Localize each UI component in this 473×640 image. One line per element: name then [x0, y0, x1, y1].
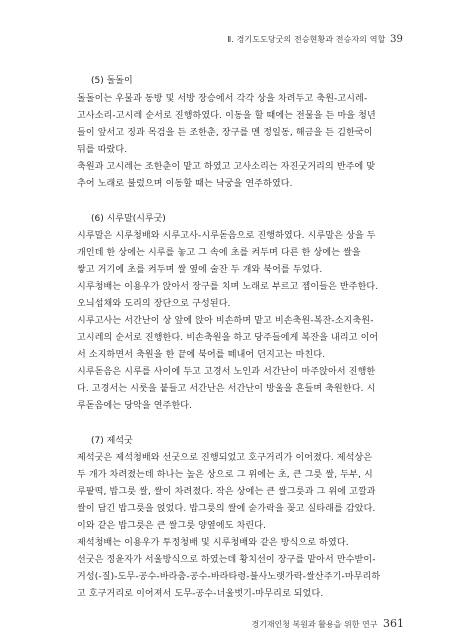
text-line: 고사소리-고시레 순서로 진행하였다. 이동을 할 때에는 전물을 든 마을 청년: [77, 111, 376, 121]
text-line: 쌀이 담긴 밥그릇을 얹었다. 밥그릇의 쌀에 숟가락을 꽂고 실타래를 감았다.: [77, 504, 376, 514]
section-heading: (5) 돌돌이: [91, 76, 133, 86]
paragraph: [77, 279, 397, 313]
text-line: 제석굿은 제석청배와 선굿으로 진행되었고 호구거리가 이어졌다. 제석상은: [77, 453, 373, 463]
text-line: 서 소지하면서 축원을 한 끝에 북어를 떼내어 던지고는 마친다.: [77, 350, 326, 360]
text-line: 시루청배는 이용우가 앉아서 장구를 치며 노래로 부르고 젭이들은 반주한다.: [77, 282, 379, 292]
running-header: [227, 34, 403, 45]
header-title: Ⅱ. 경기도도당굿의 전승현황과 전승자의 역할: [227, 35, 386, 44]
paragraph: [77, 450, 397, 535]
paragraph: [77, 552, 397, 603]
text-line: 거성(-질)-도무-공수-바라춤-공수-바라타령-불사노랫가락-쌀산주기-마무리하: [77, 572, 381, 582]
text-line: 루팥떡, 밥그릇 쌀, 쌀이 차려졌다. 작은 상에는 큰 쌀그릇과 그 위에 고깔과: [77, 487, 376, 497]
text-line: 시루말은 시루청배와 시루고사-시루돋음으로 진행하였다. 시루말은 상을 두: [77, 231, 376, 241]
footer-page-number: 361: [383, 617, 404, 630]
text-line: 고시레의 순서로 진행한다. 비손축원을 하고 당주들에게 복잔을 내리고 이어: [77, 333, 379, 343]
text-line: 추어 노래로 불렀으며 이동할 때는 낙궁을 연주하였다.: [77, 179, 293, 189]
text-line: 고 호구거리로 이어져서 도무-공수-너울벗기-마무리로 되었다.: [77, 589, 324, 599]
paragraph: [77, 364, 397, 415]
text-line: 오늬섭채와 도리의 장단으로 구성된다.: [77, 299, 231, 309]
running-footer: [251, 617, 404, 630]
footer-title: 경기재인청 복원과 활용을 위한 연구: [251, 620, 378, 629]
text-line: 두 개가 차려졌는데 하나는 높은 상으로 그 위에는 초, 큰 그릇 쌀, 두부, 시: [77, 470, 373, 480]
section-heading: (6) 시루말(시루굿): [91, 214, 166, 224]
paragraph: [77, 228, 397, 279]
text-line: 이와 같은 밥그릇은 큰 쌀그릇 양옆에도 차린다.: [77, 521, 267, 531]
text-line: 쌓고 거기에 초를 켜두며 쌀 옆에 술잔 두 개와 북어를 두었다.: [77, 265, 323, 275]
text-line: 들이 앞서고 징과 목검을 든 조한춘, 장구를 멘 정일동, 해금을 든 김한국이: [77, 128, 373, 138]
text-line: 뒤를 따랐다.: [77, 145, 128, 155]
paragraph: [77, 313, 397, 364]
paragraph: [77, 91, 397, 159]
paragraph: [77, 159, 397, 193]
text-line: 시루돋음은 시루를 사이에 두고 고경서 노인과 서간난이 마주앉아서 진행한: [77, 367, 376, 377]
text-line: 제석청배는 이용우가 투정청배 및 시루청배와 같은 방식으로 하였다.: [77, 538, 349, 548]
text-line: 개인데 한 상에는 시루를 놓고 그 속에 초를 켜두며 다른 한 상에는 쌀을: [77, 248, 361, 258]
header-page-number: 39: [390, 34, 403, 45]
text-line: 선굿은 정윤자가 서울방식으로 하였는데 황치선이 장구를 맡아서 만수받이-: [77, 555, 376, 565]
text-line: 돌돌이는 우물과 동방 및 서방 장승에서 각각 상을 차려두고 축원-고시레-: [77, 94, 368, 104]
text-line: 루돋음에는 당악을 연주한다.: [77, 401, 193, 411]
text-line: 시루고사는 서간난이 상 앞에 앉아 비손하며 맡고 비손축원-복잔-소지축원-: [77, 316, 374, 326]
section-heading: (7) 제석굿: [91, 436, 133, 446]
text-line: 다. 고경서는 시룻을 붙들고 서간난은 서간난이 방울을 흔들며 축원한다. 시: [77, 384, 376, 394]
text-line: 축원과 고시레는 조한춘이 맡고 하였고 고사소리는 자진굿거리의 반주에 맞: [77, 162, 376, 172]
paragraph: [77, 535, 397, 552]
